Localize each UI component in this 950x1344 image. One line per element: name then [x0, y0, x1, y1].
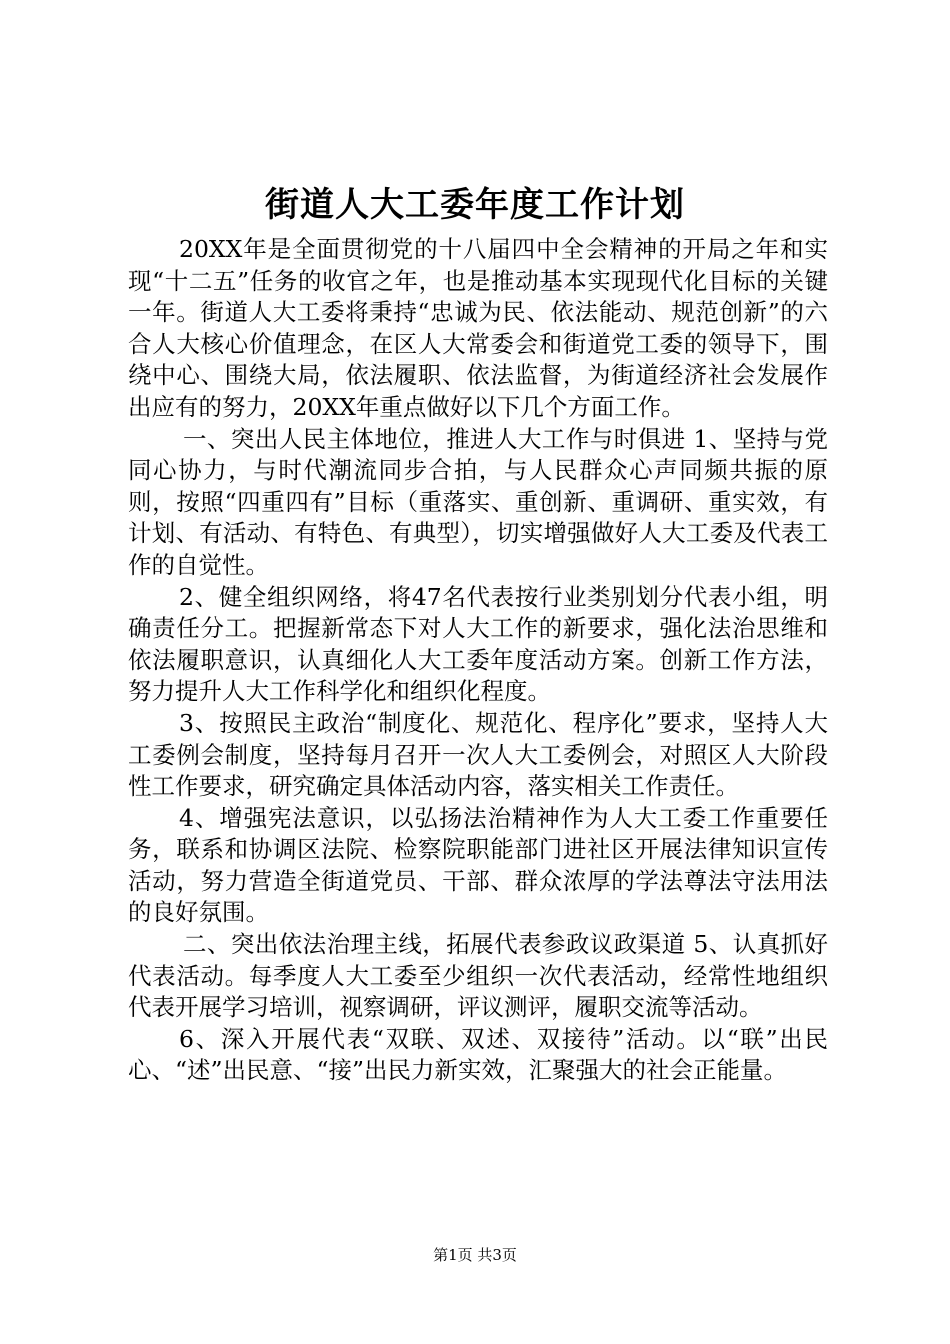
paragraph-section-2: 二、突出依法治理主线，拓展代表参政议政渠道 5、认真抓好代表活动。每季度人大工委至少组织一次代表活动，经常性地组织代表开展学习培训，视察调研，评议测评，履职交流等活动。 [128, 930, 828, 1022]
page-number-footer: 第1页 共3页 [433, 1246, 517, 1264]
paragraph-item-4: 4、增强宪法意识，以弘扬法治精神作为人大工委工作重要任务，联系和协调区法院、检察院职能部门进社区开展法律知识宣传活动，努力营造全街道党员、干部、群众浓厚的学法尊法守法用法的良好氛围。 [128, 803, 828, 927]
paragraph-section-1: 一、突出人民主体地位，推进人大工作与时俱进 1、坚持与党同心协力，与时代潮流同步合拍，与人民群众心声同频共振的原则，按照“四重四有”目标（重落实、重创新、重调研、重实效，有计划、有活动、有特色、有典型），切实增强做好人大工委及代表工作的自觉性。 [128, 424, 828, 579]
paragraph-item-6: 6、深入开展代表“双联、双述、双接待”活动。以“联”出民心、“述”出民意、“接”出民力新实效，汇聚强大的社会正能量。 [128, 1024, 828, 1085]
document-title: 街道人大工委年度工作计划 [265, 185, 685, 225]
paragraph-intro: 20XX年是全面贯彻党的十八届四中全会精神的开局之年和实现“十二五”任务的收官之年，也是推动基本实现现代化目标的关键一年。街道人大工委将秉持“忠诚为民、依法能动、规范创新”的六合人大核心价值理念，在区人大常委会和街道党工委的领导下，围绕中心、围绕大局，依法履职、依法监督，为街道经济社会发展作出应有的努力，20XX年重点做好以下几个方面工作。 [128, 235, 828, 421]
paragraph-item-2: 2、健全组织网络，将47名代表按行业类别划分代表小组，明确责任分工。把握新常态下对人大工作的新要求，强化法治思维和依法履职意识，认真细化人大工委年度活动方案。创新工作方法，努力提升人大工作科学化和组织化程度。 [128, 582, 828, 706]
paragraph-item-3: 3、按照民主政治“制度化、规范化、程序化”要求，坚持人大工委例会制度，坚持每月召开一次人大工委例会，对照区人大阶段性工作要求，研究确定具体活动内容，落实相关工作责任。 [128, 708, 828, 801]
document-body [128, 234, 828, 1087]
